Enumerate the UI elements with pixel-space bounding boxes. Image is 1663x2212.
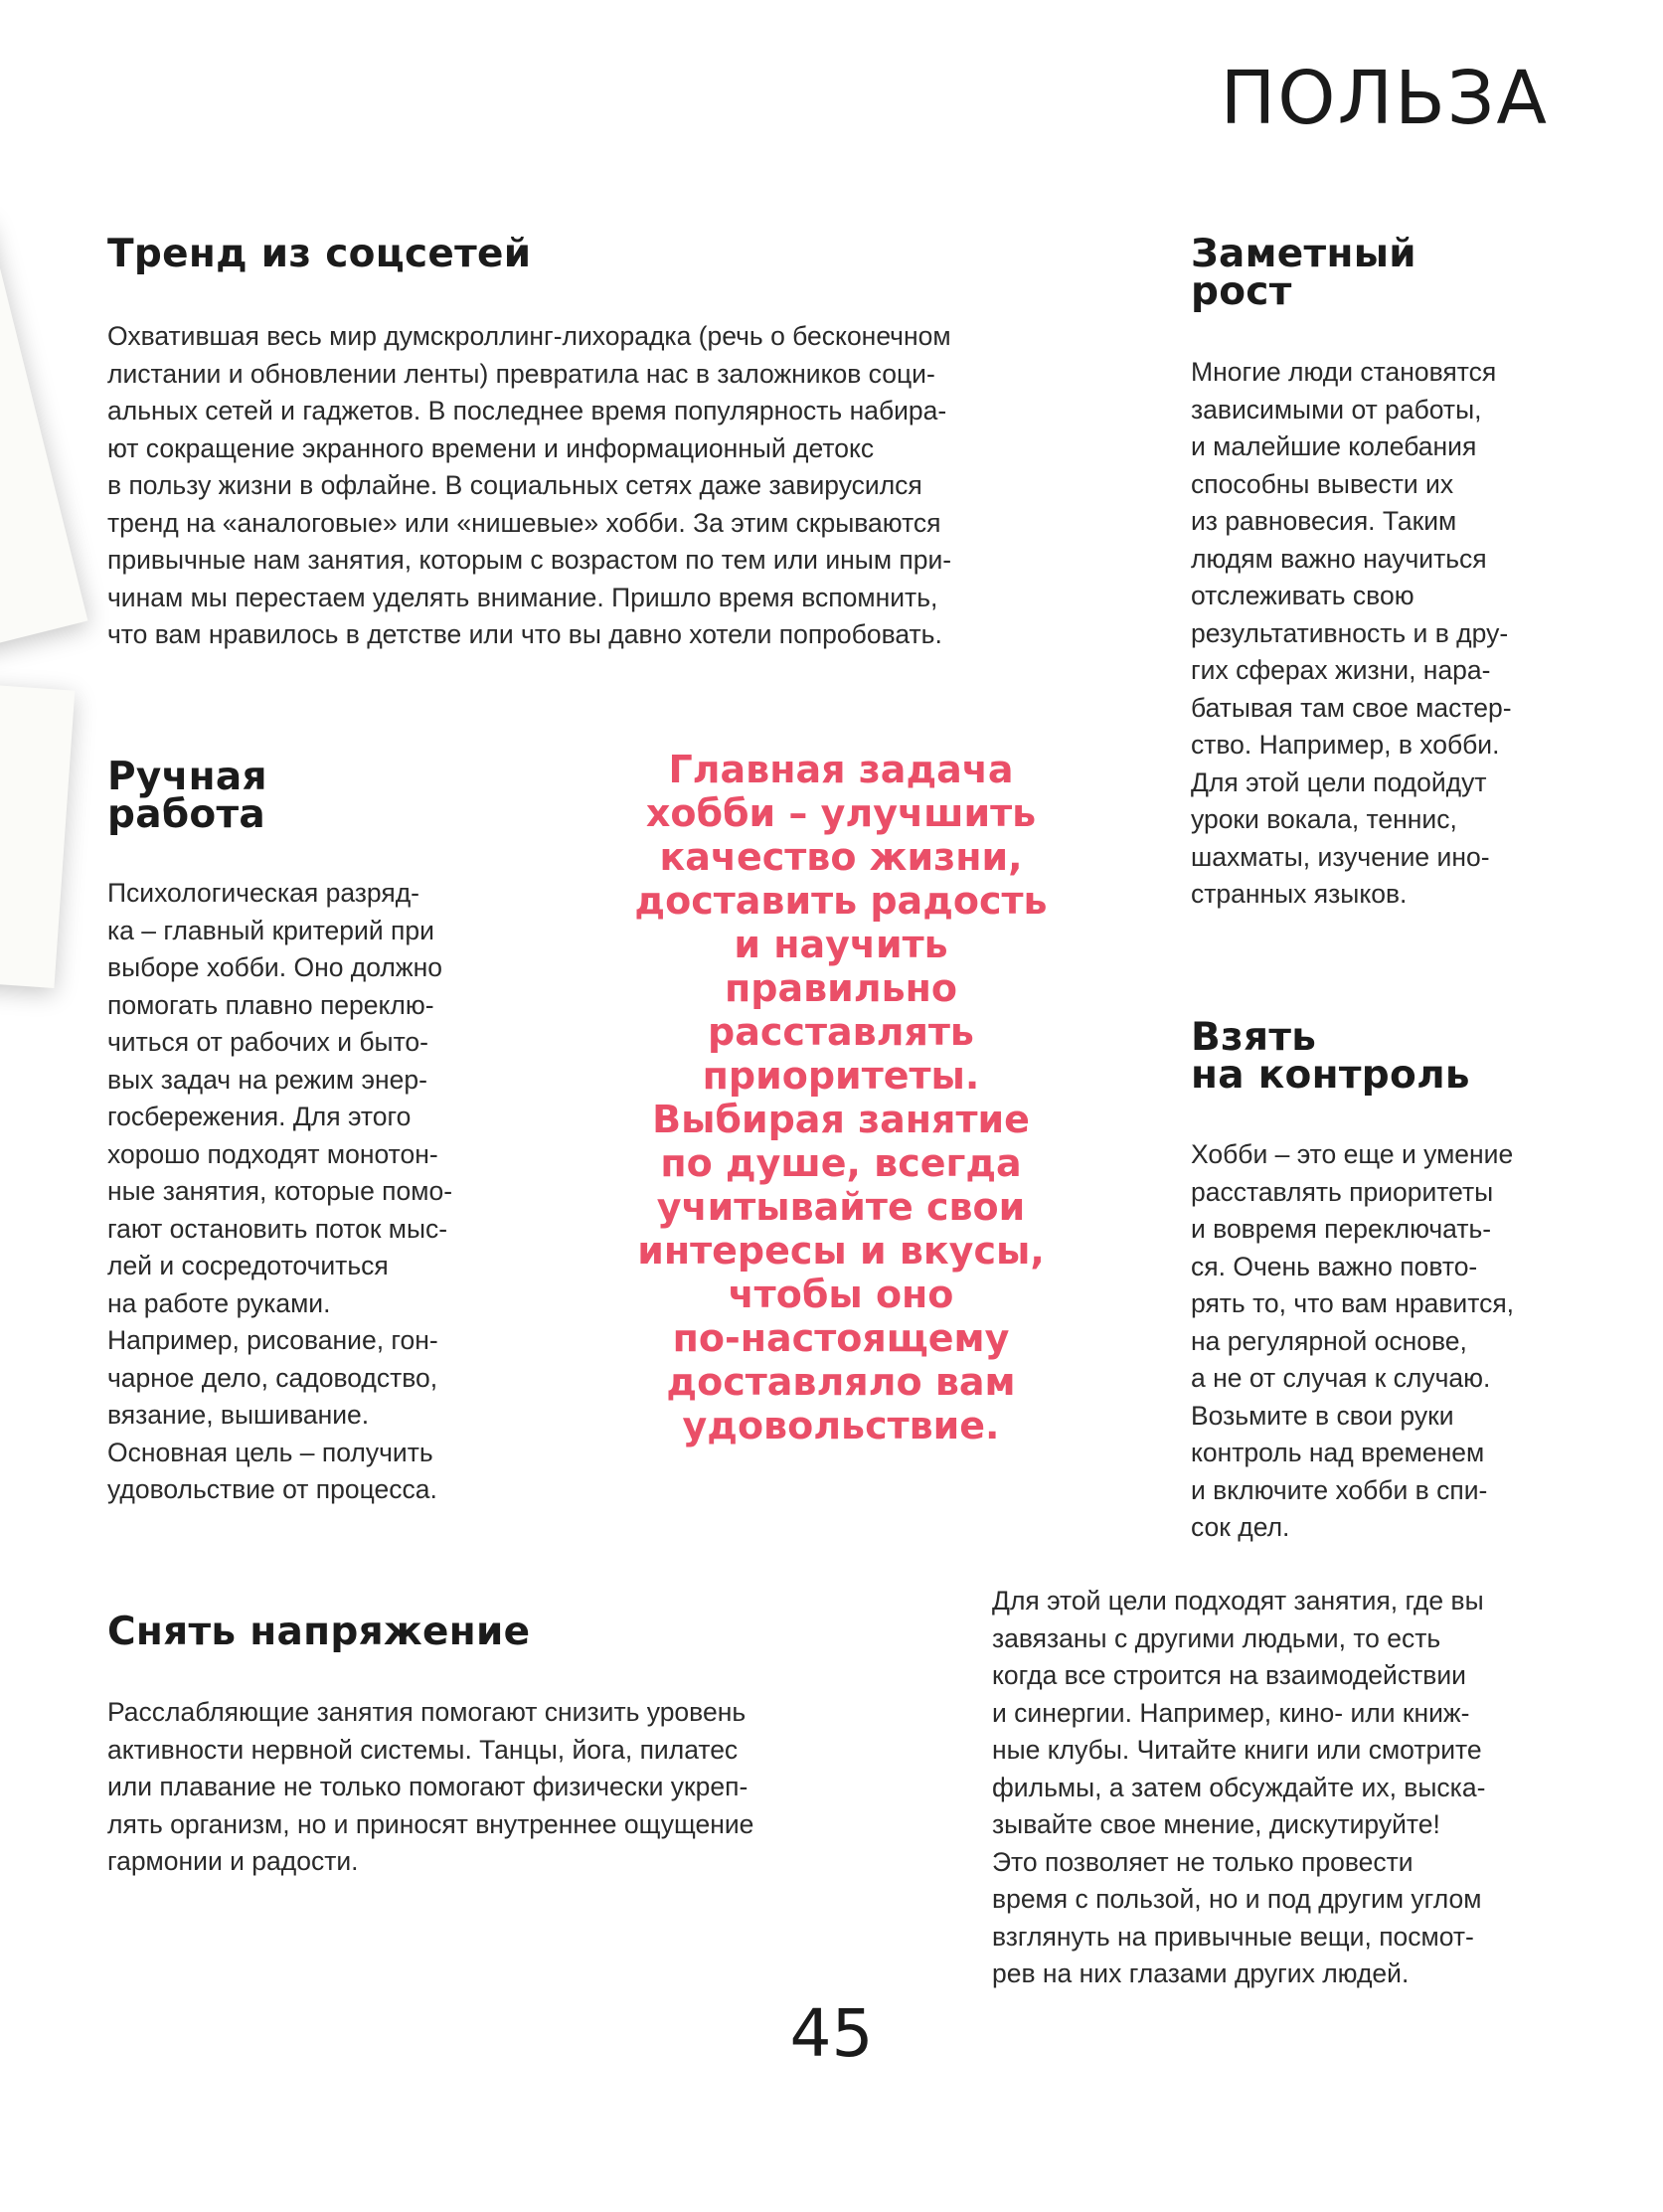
decorative-photo-card: [0, 682, 75, 988]
body-tension: Расслабляющие занятия помогают снизить уровень активности нервной системы. Танцы, йога, пилатес или плавание не только помогают физически укреп- лять организм, но и приносят внутреннее ощущение гармонии и радости.: [107, 1697, 754, 1876]
page-number: 45: [789, 1995, 874, 2072]
section-label: ПОЛЬЗА: [1220, 56, 1549, 141]
body-growth: Многие люди становятся зависимыми от работы, и малейшие колебания способны вывести их из равновесия. Таким людям важно научиться отслеживать свою результативность и в дру- гих сферах жизни, нара- батывая там свое мастер- ство. Например, в хобби. Для этой цели подойдут уроки вокала, теннис, шахматы, изучение ино- странных языков.: [1191, 357, 1512, 909]
body-social: Для этой цели подходят занятия, где вы завязаны с другими людьми, то есть когда все строится на взаимодействии и синергии. Например, кино- или книж- ные клубы. Читайте книги или смотрите фильмы, а затем обсуждайте их, выска- зывайте свое мнение, дискутируйте! Это позволяет не только провести время с пользой, но и под другим углом взглянуть на привычные вещи, посмот- рев на них глазами других людей.: [992, 1586, 1486, 1988]
heading-trend: Тренд из соцсетей: [107, 232, 532, 276]
heading-tension: Снять напряжение: [107, 1610, 531, 1654]
body-trend: Охватившая весь мир думскроллинг-лихорадка (речь о бесконечном листании и обновлении ленты) превратила нас в заложников соци- альных сетей и гаджетов. В последнее время популярность набира- ют сокращение экранного времени и информационный детокс в пользу жизни в офлайне. В социальных сетях даже завирусился тренд на «аналоговые» или «нишевые» хобби. За этим скрываются привычные нам занятия, которым с возрастом по тем или иным при- чинам мы перестаем уделять внимание. Пришло время вспомнить, что вам нравилось в детстве или что вы давно хотели попробовать.: [107, 321, 952, 649]
heading-handmade: Ручная работа: [107, 755, 267, 837]
body-handmade: Психологическая разряд- ка – главный критерий при выборе хобби. Оно должно помогать плавно переклю- читься от рабочих и быто- вых задач на режим энер- госбережения. Для этого хорошо подходят монотон- ные занятия, которые помо- гают остановить поток мыс- лей и сосредоточиться на работе руками. Например, рисование, гон- чарное дело, садоводство, вязание, вышивание. Основная цель – получить удовольствие от процесса.: [107, 878, 453, 1504]
pull-quote: Главная задача хобби – улучшить качество жизни, доставить радость и научить правильно расставлять приоритеты. Выбирая занятие по душе, всегда учитывайте свои интересы и вкусы, чтобы оно по-настоящему доставляло вам удовольствие.: [634, 748, 1048, 1447]
heading-control: Взять на контроль: [1191, 1015, 1470, 1098]
decorative-photo-card: [0, 216, 87, 659]
heading-growth: Заметный рост: [1191, 232, 1416, 314]
body-control: Хобби – это еще и умение расставлять приоритеты и вовремя переключать- ся. Очень важно повто- рять то, что вам нравится, на регулярной основе, а не от случая к случаю. Возьмите в свои руки контроль над временем и включите хобби в спи- сок дел.: [1191, 1139, 1515, 1542]
